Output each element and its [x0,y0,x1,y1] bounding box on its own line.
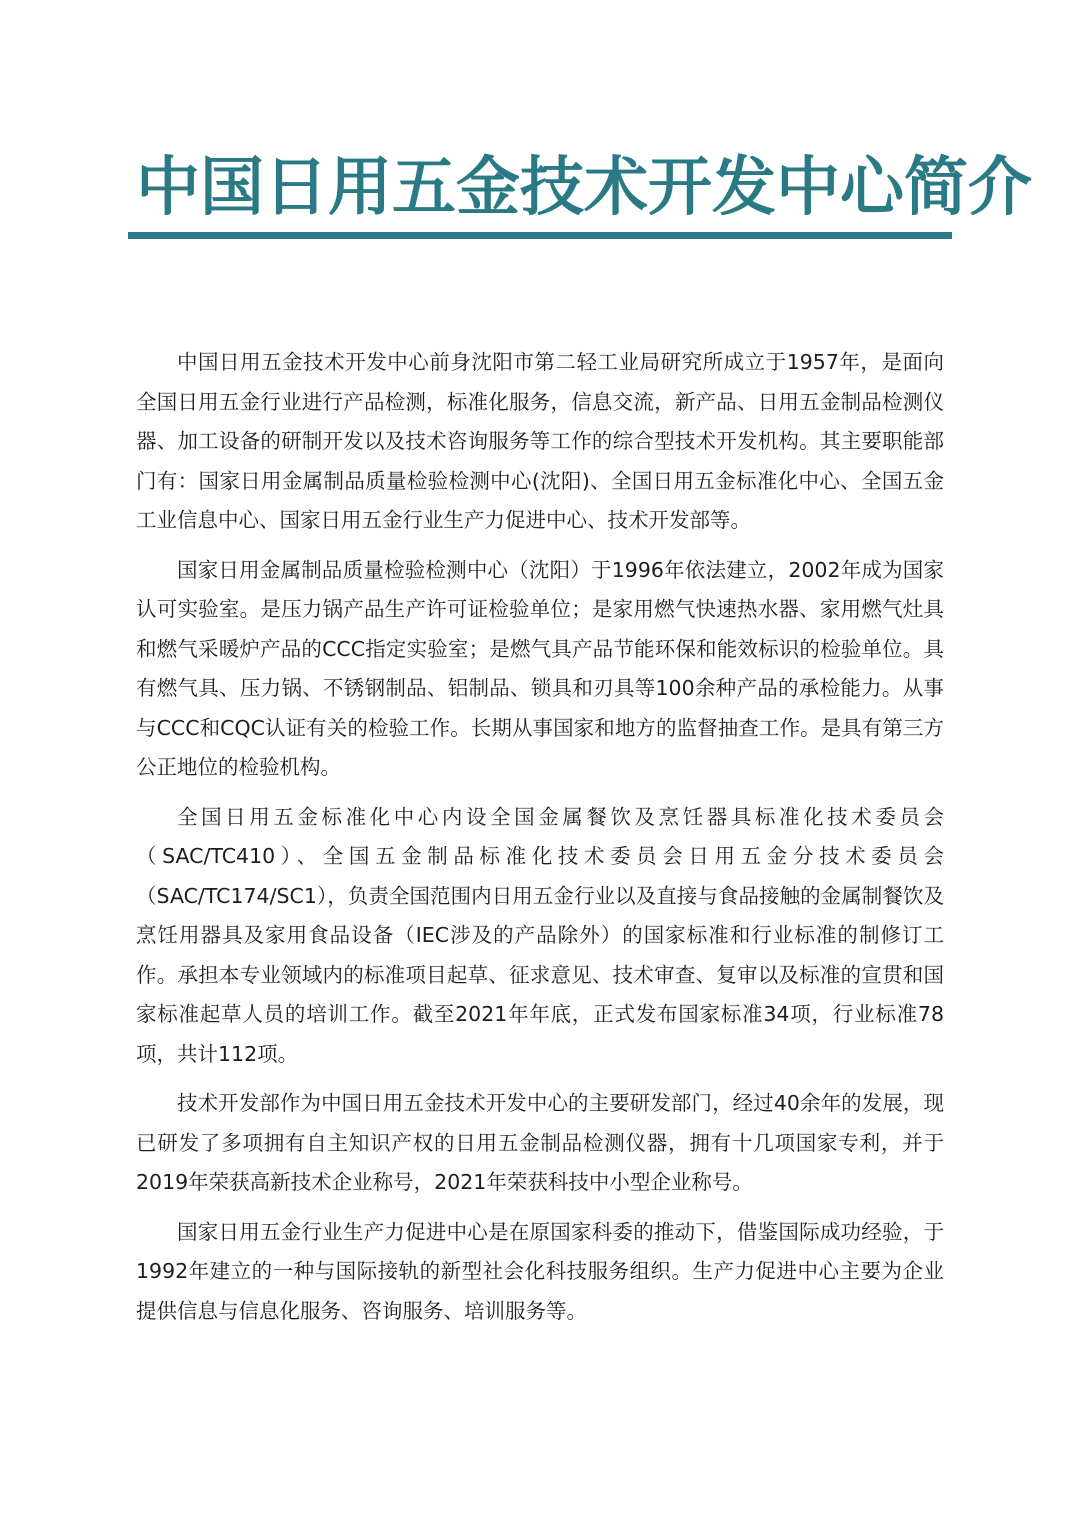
paragraph-productivity-center: 国家日用五金行业生产力促进中心是在原国家科委的推动下，借鉴国际成功经验，于1992年建立的一种与国际接轨的新型社会化科技服务组织。生产力促进中心主要为企业提供信息与信息化服务、咨询服务、培训服务等。 [136,1219,944,1323]
title-underline [128,232,952,239]
paragraph-tech-development: 技术开发部作为中国日用五金技术开发中心的主要研发部门，经过40余年的发展，现已研发了多项拥有自主知识产权的日用五金制品检测仪器，拥有十几项国家专利，并于2019年荣获高新技术企业称号，2021年荣获科技中小型企业称号。 [136,1091,944,1194]
paragraph-testing-center: 国家日用金属制品质量检验检测中心（沈阳）于1996年依法建立，2002年成为国家认可实验室。是压力锅产品生产许可证检验单位；是家用燃气快速热水器、家用燃气灶具和燃气采暖炉产品的CCC指定实验室；是燃气具产品节能环保和能效标识的检验单位。具有燃气具、压力锅、不锈钢制品、铝制品、锁具和刃具等100余种产品的承检能力。从事与CCC和CQC认证有关的检验工作。长期从事国家和地方的监督抽查工作。是具有第三方公正地位的检验机构。 [136,557,944,779]
paragraph-overview: 中国日用五金技术开发中心前身沈阳市第二轻工业局研究所成立于1957年，是面向全国日用五金行业进行产品检测，标准化服务，信息交流，新产品、日用五金制品检测仪器、加工设备的研制开发以及技术咨询服务等工作的综合型技术开发机构。其主要职能部门有：国家日用金属制品质量检验检测中心(沈阳)、全国日用五金标准化中心、全国五金工业信息中心、国家日用五金行业生产力促进中心、技术开发部等。 [136,350,944,532]
page-title: 中国日用五金技术开发中心简介 [136,151,1032,225]
title-block [128,150,1032,239]
paragraph-standardization-center: 全国日用五金标准化中心内设全国金属餐饮及烹饪器具标准化技术委员会（SAC/TC410）、全国五金制品标准化技术委员会日用五金分技术委员会（SAC/TC174/SC1），负责全国范围内日用五金行业以及直接与食品接触的金属制餐饮及烹饪用器具及家用食品设备（IEC涉及的产品除外）的国家标准和行业标准的制修订工作。承担本专业领域内的标准项目起草、征求意见、技术审查、复审以及标准的宣贯和国家标准起草人员的培训工作。截至2021年年底，正式发布国家标准34项，行业标准78项，共计112项。 [136,804,944,1066]
body-content [136,343,944,1341]
